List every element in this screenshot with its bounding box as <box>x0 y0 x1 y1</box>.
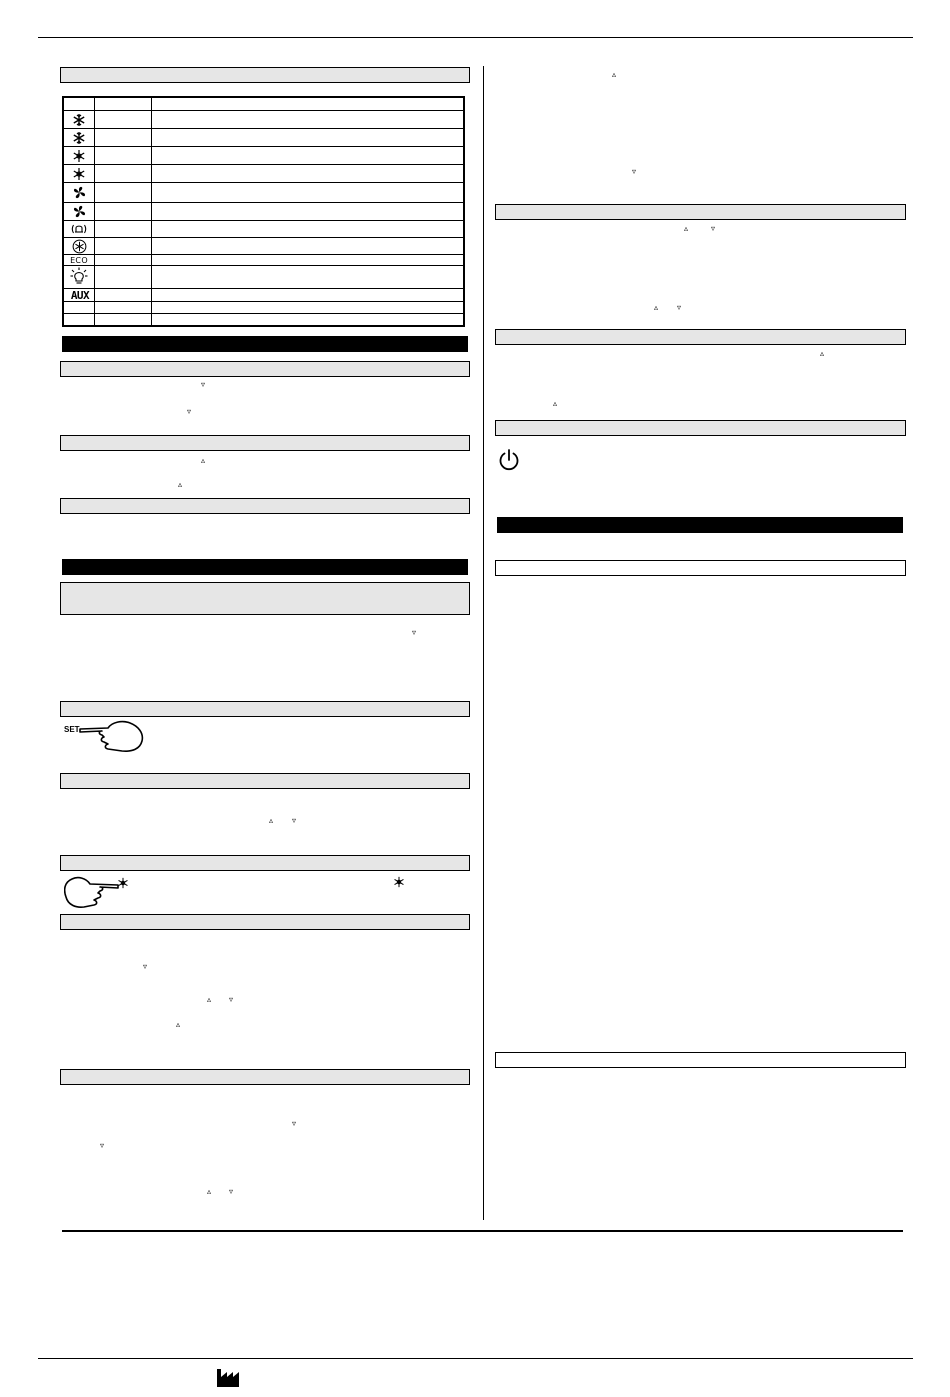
snowflake-icon <box>66 129 92 146</box>
up-arrow-icon: ▵ <box>611 70 616 79</box>
down-arrow-icon: ▿ <box>631 167 636 176</box>
footer-rule <box>62 1230 903 1232</box>
section-header-black <box>62 559 468 575</box>
icon-table <box>62 96 465 327</box>
section-bar <box>495 329 906 345</box>
hand-pointer-icon <box>78 719 144 753</box>
fan-icon <box>66 183 92 202</box>
up-arrow-icon: ▵ <box>653 303 658 312</box>
defrost-snowflake-icon <box>117 877 129 889</box>
section-header-black <box>62 336 468 352</box>
eco-label: ECO <box>70 255 88 265</box>
bottom-rule <box>38 1358 913 1359</box>
up-arrow-icon: ▵ <box>683 224 688 233</box>
up-arrow-icon: ▵ <box>819 349 824 358</box>
section-bar <box>60 1069 470 1085</box>
defrost-key-press-figure <box>64 873 134 909</box>
section-bar <box>495 420 906 436</box>
section-bar <box>60 361 470 377</box>
aux-icon <box>65 289 95 301</box>
section-bar <box>60 773 470 789</box>
defrost-snowflake-icon <box>393 876 405 888</box>
snowflake-icon <box>66 111 92 128</box>
up-arrow-icon: ▵ <box>552 399 557 408</box>
down-arrow-icon: ▿ <box>291 1119 296 1128</box>
down-arrow-icon: ▿ <box>710 224 715 233</box>
down-arrow-icon: ▿ <box>411 628 416 637</box>
up-arrow-icon: ▵ <box>177 480 182 489</box>
lamp-icon <box>66 266 92 288</box>
section-bar <box>60 67 470 83</box>
column-divider <box>483 66 484 1220</box>
hand-pointer-icon <box>64 875 120 909</box>
section-bar <box>60 701 470 717</box>
defrost-snowflake-icon <box>66 147 92 164</box>
factory-icon <box>216 1366 240 1388</box>
down-arrow-icon: ▿ <box>291 816 296 825</box>
down-arrow-icon: ▿ <box>228 1187 233 1196</box>
section-bar <box>60 855 470 871</box>
power-icon <box>498 448 520 472</box>
section-bar-outline <box>495 1052 906 1068</box>
fan-icon <box>66 203 92 220</box>
aux-label: AUX <box>70 288 90 302</box>
section-bar <box>60 498 470 514</box>
up-arrow-icon: ▵ <box>175 1020 180 1029</box>
section-bar-outline <box>495 560 906 576</box>
section-bar <box>60 914 470 930</box>
snowflake-circle-icon <box>66 238 92 254</box>
section-bar <box>495 204 906 220</box>
up-arrow-icon: ▵ <box>206 995 211 1004</box>
down-arrow-icon: ▿ <box>186 407 191 416</box>
section-header-black <box>497 517 903 533</box>
up-arrow-icon: ▵ <box>268 816 273 825</box>
section-bar-tall <box>60 582 470 615</box>
down-arrow-icon: ▿ <box>676 303 681 312</box>
down-arrow-icon: ▿ <box>228 995 233 1004</box>
alarm-bell-icon <box>66 221 92 237</box>
up-arrow-icon: ▵ <box>206 1187 211 1196</box>
top-rule <box>38 37 913 38</box>
set-key-press-figure <box>64 719 144 753</box>
set-key-label: SET <box>64 725 80 734</box>
down-arrow-icon: ▿ <box>200 380 205 389</box>
defrost-snowflake-icon <box>66 165 92 182</box>
section-bar <box>60 435 470 451</box>
down-arrow-icon: ▿ <box>99 1141 104 1150</box>
up-arrow-icon: ▵ <box>200 456 205 465</box>
eco-icon <box>66 255 92 265</box>
down-arrow-icon: ▿ <box>142 962 147 971</box>
